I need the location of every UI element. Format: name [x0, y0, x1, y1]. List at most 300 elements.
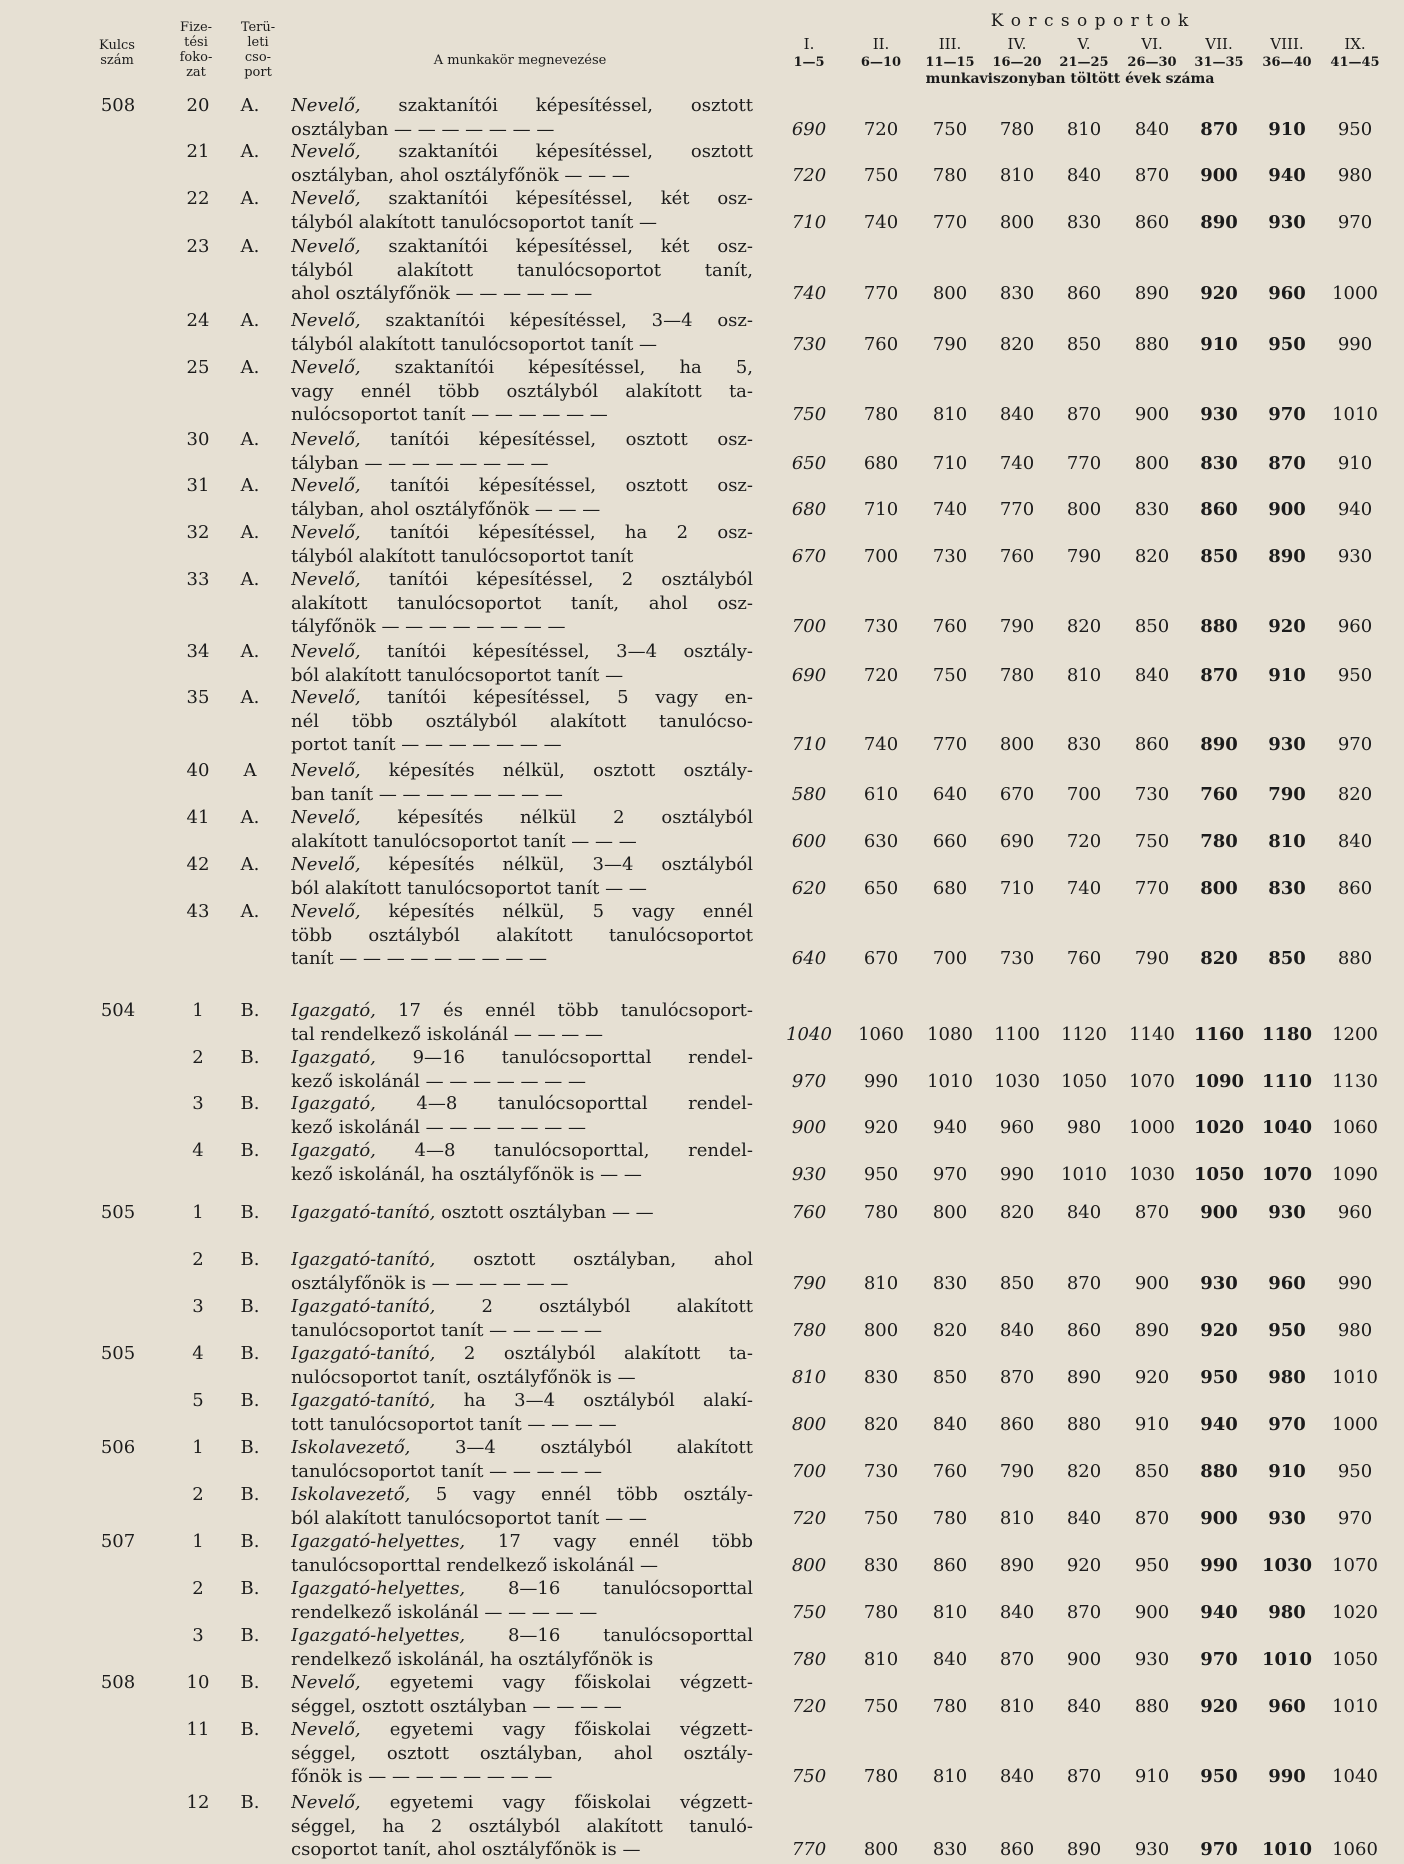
salary-value: 870: [1066, 404, 1102, 425]
fizetesi-fokozat: 30: [186, 429, 210, 450]
description-text: szaktanítói képesítéssel, két osz-: [388, 236, 753, 257]
salary-value: 780: [932, 1695, 968, 1717]
description-text: több osztályból alakított tanulócsoportot: [291, 924, 753, 946]
table-row: [0, 1342, 1404, 1389]
description-line: [291, 1023, 753, 1047]
salary-value: 1000: [1332, 1413, 1378, 1435]
salary-value: 700: [791, 616, 827, 637]
salary-value: 960: [999, 1116, 1035, 1138]
teruleti-csoport: A: [243, 760, 257, 781]
description-text: rendelkező iskolánál, ha osztályfőnök is: [291, 1648, 654, 1670]
group-numeral: I.: [803, 35, 815, 53]
teruleti-csoport: A.: [240, 429, 260, 450]
description-line: [291, 498, 753, 522]
description-line: [291, 474, 753, 498]
salary-value: 790: [1066, 545, 1102, 567]
salary-value: 670: [863, 948, 899, 969]
salary-value: 780: [863, 1202, 899, 1223]
salary-value: 860: [1337, 877, 1373, 899]
salary-value: 770: [1066, 452, 1102, 474]
description-text: tályból alakított tanulócsoportot tanít —: [291, 333, 658, 355]
fizetesi-fokozat: 33: [186, 569, 210, 590]
description-line: [291, 1838, 753, 1862]
munkakor-megnevezes: [291, 686, 753, 757]
salary-value: 1020: [1332, 1601, 1378, 1623]
salary-value: 870: [1268, 452, 1306, 474]
salary-value: 920: [1066, 1554, 1102, 1576]
teruleti-csoport: B.: [240, 1093, 260, 1114]
salary-value: 1030: [994, 1070, 1040, 1092]
fizetesi-fokozat: 12: [186, 1792, 210, 1813]
fizetesi-fokozat: 42: [186, 854, 210, 875]
munkakor-megnevezes: [291, 187, 753, 234]
salary-value: 740: [863, 211, 899, 233]
salary-value: 1010: [927, 1070, 973, 1092]
description-text: ból alakított tanulócsoportot tanít — —: [291, 1507, 647, 1529]
salary-value: 810: [791, 1366, 827, 1388]
description-line: [291, 1671, 753, 1695]
col-header-kulcs-line2: szám: [100, 53, 134, 68]
description-line: [291, 403, 753, 427]
job-title: Igazgató-tanító,: [291, 1390, 436, 1411]
description-line: [291, 1765, 753, 1789]
salary-value: 880: [1337, 948, 1373, 969]
salary-value: 950: [1268, 333, 1306, 355]
description-line: [291, 356, 753, 380]
kulcs-szam: 507: [100, 1531, 136, 1552]
salary-value: 920: [1200, 283, 1238, 304]
salary-value: 860: [1066, 283, 1102, 304]
salary-value: 970: [1337, 211, 1373, 233]
salary-value: 780: [932, 1507, 968, 1529]
teruleti-csoport: B.: [240, 1390, 260, 1411]
teruleti-csoport: B.: [240, 1047, 260, 1068]
munkakor-megnevezes: [291, 474, 753, 521]
fizetesi-fokozat: 1: [192, 1531, 204, 1552]
munkakor-megnevezes: [291, 1624, 753, 1671]
col-header-fizetesi-line4: zat: [186, 65, 206, 80]
salary-value: 1080: [927, 1023, 973, 1045]
salary-value: 890: [1200, 211, 1238, 233]
salary-value: 1020: [1193, 1116, 1245, 1138]
munkakor-megnevezes: [291, 1389, 753, 1436]
salary-value: 850: [1268, 948, 1306, 969]
salary-value: 870: [1134, 1202, 1170, 1223]
table-row: [0, 900, 1404, 971]
salary-value: 1010: [1061, 1163, 1107, 1185]
description-text: ban tanít — — — — — — — —: [291, 783, 563, 805]
salary-value: 810: [999, 1507, 1035, 1529]
salary-value: 760: [1200, 783, 1238, 805]
munkakor-megnevezes: [291, 759, 753, 806]
salary-value: 710: [791, 734, 827, 755]
group-numeral: VII.: [1205, 35, 1233, 53]
salary-value: 830: [1268, 877, 1306, 899]
salary-value: 800: [999, 211, 1035, 233]
description-line: [291, 568, 753, 592]
teruleti-csoport: B.: [240, 1140, 260, 1161]
salary-value: 950: [1134, 1554, 1170, 1576]
table-row: [0, 1436, 1404, 1483]
description-text: főnök is — — — — — — — —: [291, 1766, 553, 1787]
munkakor-megnevezes: [291, 140, 753, 187]
description-text: szaktanítói képesítéssel, osztott: [398, 141, 753, 162]
salary-value: 890: [999, 1554, 1035, 1576]
salary-value: 890: [1134, 283, 1170, 304]
salary-value: 820: [863, 1413, 899, 1435]
description-line: [291, 1342, 753, 1366]
salary-value: 950: [1337, 118, 1373, 140]
salary-value: 830: [999, 283, 1035, 304]
salary-value: 920: [1200, 1319, 1238, 1341]
munkakor-megnevezes: [291, 1342, 753, 1389]
salary-value: 860: [932, 1554, 968, 1576]
job-title: Iskolavezető,: [291, 1437, 411, 1458]
salary-value: 710: [932, 452, 968, 474]
salary-value: 1070: [1261, 1163, 1313, 1185]
salary-value: 730: [999, 948, 1035, 969]
description-line: [291, 1507, 753, 1531]
col-header-teruleti-line2: leti: [247, 35, 269, 50]
salary-value: 770: [791, 1839, 827, 1860]
description-text: tanulócsoporttal rendelkező iskolánál —: [291, 1554, 658, 1576]
salary-value: 810: [999, 1695, 1035, 1717]
salary-value: 1050: [1193, 1163, 1245, 1185]
description-text: tályban — — — — — — — —: [291, 452, 549, 474]
salary-value: 840: [999, 1766, 1035, 1787]
salary-value: 750: [863, 1507, 899, 1529]
munkakor-megnevezes: [291, 640, 753, 687]
description-line: [291, 452, 753, 476]
salary-value: 830: [932, 1272, 968, 1294]
kulcs-szam: 504: [100, 1000, 136, 1021]
salary-value: 1160: [1193, 1023, 1245, 1045]
salary-value: 920: [1200, 1695, 1238, 1717]
job-title: Nevelő,: [291, 760, 361, 781]
salary-value: 990: [999, 1163, 1035, 1185]
salary-value: 1030: [1129, 1163, 1175, 1185]
description-text: tályból alakított tanulócsoportot tanít,: [291, 259, 753, 281]
description-line: [291, 806, 753, 830]
job-title: Nevelő,: [291, 522, 361, 543]
salary-value: 900: [791, 1116, 827, 1138]
description-line: [291, 999, 753, 1023]
kulcs-szam: 508: [100, 95, 136, 116]
salary-value: 780: [932, 164, 968, 186]
salary-value: 870: [1134, 164, 1170, 186]
description-text: 5 vagy ennél több osztály-: [435, 1484, 753, 1505]
salary-value: 700: [932, 948, 968, 969]
salary-value: 840: [1066, 1202, 1102, 1223]
description-line: [291, 1389, 753, 1413]
salary-value: 780: [999, 664, 1035, 686]
col-header-fizetesi: [166, 20, 226, 80]
salary-value: 1050: [1061, 1070, 1107, 1092]
teruleti-csoport: A.: [240, 807, 260, 828]
description-text: vagy ennél több osztályból alakított ta-: [291, 380, 753, 402]
description-text: 4—8 tanulócsoporttal rendel-: [416, 1093, 753, 1114]
salary-value: 780: [863, 404, 899, 425]
salary-value: 910: [1268, 664, 1306, 686]
salary-value: 850: [932, 1366, 968, 1388]
salary-value: 860: [1134, 734, 1170, 755]
description-text: 17 vagy ennél több: [497, 1531, 753, 1552]
fizetesi-fokozat: 2: [192, 1047, 204, 1068]
job-title: Nevelő,: [291, 1792, 361, 1813]
description-text: tanulócsoportot tanít — — — — —: [291, 1319, 603, 1341]
teruleti-csoport: A.: [240, 236, 260, 257]
salary-value: 900: [1200, 1507, 1238, 1529]
salary-value: 870: [1066, 1272, 1102, 1294]
teruleti-csoport: A.: [240, 475, 260, 496]
fizetesi-fokozat: 25: [186, 357, 210, 378]
description-line: [291, 1436, 753, 1460]
description-line: [291, 900, 753, 924]
description-line: [291, 380, 753, 404]
description-line: [291, 1248, 753, 1272]
group-range: 31—35: [1194, 55, 1244, 70]
description-text: 17 és ennél több tanulócsoport-: [398, 1000, 753, 1021]
description-line: [291, 733, 753, 757]
salary-value: 870: [1134, 1507, 1170, 1529]
salary-value: 800: [1200, 877, 1238, 899]
salary-value: 700: [791, 1460, 827, 1482]
salary-value: 920: [1268, 616, 1306, 637]
fizetesi-fokozat: 24: [186, 310, 210, 331]
salary-value: 810: [932, 1601, 968, 1623]
salary-value: 930: [1200, 404, 1238, 425]
salary-value: 600: [791, 830, 827, 852]
description-text: tanítói képesítéssel, 3—4 osztály-: [386, 641, 753, 662]
salary-value: 1120: [1061, 1023, 1107, 1045]
salary-value: 910: [1337, 452, 1373, 474]
salary-value: 970: [932, 1163, 968, 1185]
salary-value: 870: [999, 1648, 1035, 1670]
salary-value: 720: [1066, 830, 1102, 852]
fizetesi-fokozat: 35: [186, 687, 210, 708]
job-title: Igazgató,: [291, 1093, 376, 1114]
salary-value: 760: [863, 333, 899, 355]
table-row: [0, 1530, 1404, 1577]
description-line: [291, 853, 753, 877]
col-header-teruleti-line1: Terü-: [240, 20, 276, 35]
description-text: tanulócsoportot tanít — — — — —: [291, 1460, 603, 1482]
description-text: alakított tanulócsoportot tanít, ahol osz-: [291, 592, 753, 614]
salary-value: 830: [863, 1366, 899, 1388]
description-line: [291, 1046, 753, 1070]
job-title: Nevelő,: [291, 357, 361, 378]
teruleti-csoport: B.: [240, 1719, 260, 1740]
salary-value: 840: [1337, 830, 1373, 852]
teruleti-csoport: B.: [240, 1343, 260, 1364]
salary-value: 930: [1337, 545, 1373, 567]
salary-value: 850: [1134, 616, 1170, 637]
table-row: [0, 1791, 1404, 1862]
teruleti-csoport: B.: [240, 1672, 260, 1693]
salary-value: 970: [1337, 734, 1373, 755]
description-text: tanítói képesítéssel, 5 vagy en-: [387, 687, 753, 708]
salary-value: 840: [1134, 118, 1170, 140]
munkakor-megnevezes: [291, 999, 753, 1046]
fizetesi-fokozat: 23: [186, 236, 210, 257]
munkakor-megnevezes: [291, 94, 753, 141]
description-line: [291, 1295, 753, 1319]
munkakor-megnevezes: [291, 235, 753, 306]
job-title: Igazgató-helyettes,: [291, 1625, 466, 1646]
salary-value: 950: [1200, 1366, 1238, 1388]
description-line: [291, 830, 753, 854]
salary-value: 770: [1134, 877, 1170, 899]
description-line: [291, 1092, 753, 1116]
salary-value: 970: [1200, 1839, 1238, 1860]
table-row: [0, 1201, 1404, 1225]
description-text: képesítés nélkül, 5 vagy ennél: [388, 901, 753, 922]
munkakor-megnevezes: [291, 853, 753, 900]
salary-value: 890: [1066, 1366, 1102, 1388]
salary-value: 680: [863, 452, 899, 474]
description-line: [291, 545, 753, 569]
teruleti-csoport: B.: [240, 1484, 260, 1505]
salary-value: 680: [791, 498, 827, 520]
salary-value: 990: [1337, 1272, 1373, 1294]
salary-value: 930: [1268, 211, 1306, 233]
salary-value: 840: [999, 404, 1035, 425]
fizetesi-fokozat: 1: [192, 1202, 204, 1223]
salary-value: 830: [1200, 452, 1238, 474]
description-line: [291, 924, 753, 948]
job-title: Igazgató,: [291, 1047, 376, 1068]
salary-value: 880: [1200, 616, 1238, 637]
description-text: rendelkező iskolánál — — — — —: [291, 1601, 598, 1623]
teruleti-csoport: A.: [240, 141, 260, 162]
salary-value: 1090: [1193, 1070, 1245, 1092]
table-row: [0, 1295, 1404, 1342]
salary-value: 940: [932, 1116, 968, 1138]
salary-value: 840: [1066, 164, 1102, 186]
salary-value: 970: [1337, 1507, 1373, 1529]
description-line: [291, 1116, 753, 1140]
salary-value: 850: [1134, 1460, 1170, 1482]
salary-value: 880: [1134, 1695, 1170, 1717]
col-header-munkakor: A munkakör megnevezése: [433, 53, 607, 68]
description-text: kező iskolánál, ha osztályfőnök is — —: [291, 1163, 642, 1185]
group-numeral: VI.: [1141, 35, 1163, 53]
salary-value: 840: [999, 1319, 1035, 1341]
salary-value: 890: [1066, 1839, 1102, 1860]
teruleti-csoport: A.: [240, 569, 260, 590]
table-row: [0, 187, 1404, 234]
munkakor-megnevezes: [291, 1577, 753, 1624]
job-title: Nevelő,: [291, 1719, 361, 1740]
munkakor-megnevezes: [291, 568, 753, 639]
description-line: [291, 1163, 753, 1187]
description-line: [291, 947, 753, 971]
salary-value: 1130: [1332, 1070, 1378, 1092]
salary-value: 850: [1200, 545, 1238, 567]
job-title: Nevelő,: [291, 95, 361, 116]
salary-value: 720: [863, 118, 899, 140]
description-line: [291, 1483, 753, 1507]
salary-value: 720: [791, 1695, 827, 1717]
job-title: Iskolavezető,: [291, 1484, 411, 1505]
salary-value: 970: [1268, 404, 1306, 425]
salary-value: 910: [1268, 118, 1306, 140]
group-numeral: V.: [1077, 35, 1091, 53]
teruleti-csoport: B.: [240, 1437, 260, 1458]
salary-value: 1060: [1332, 1839, 1378, 1860]
description-line: [291, 1201, 753, 1225]
salary-value: 900: [1200, 164, 1238, 186]
fizetesi-fokozat: 21: [186, 141, 210, 162]
teruleti-csoport: A.: [240, 95, 260, 116]
group-numeral: IV.: [1007, 35, 1027, 53]
salary-value: 880: [1066, 1413, 1102, 1435]
description-text: szaktanítói képesítéssel, 3—4 osz-: [385, 310, 753, 331]
salary-value: 860: [1200, 498, 1238, 520]
salary-value: 750: [791, 404, 827, 425]
salary-value: 910: [1200, 333, 1238, 355]
salary-value: 670: [999, 783, 1035, 805]
teruleti-csoport: A.: [240, 901, 260, 922]
fizetesi-fokozat: 4: [192, 1343, 204, 1364]
job-title: Igazgató,: [291, 1140, 376, 1161]
salary-value: 870: [1066, 1766, 1102, 1787]
group-range: 6—10: [860, 55, 902, 70]
salary-value: 800: [1066, 498, 1102, 520]
job-title: Nevelő,: [291, 687, 361, 708]
description-text: egyetemi vagy főiskolai végzett-: [389, 1719, 753, 1740]
job-title: Igazgató-tanító,: [291, 1202, 436, 1223]
description-text: tal rendelkező iskolánál — — — —: [291, 1023, 604, 1045]
salary-value: 760: [999, 545, 1035, 567]
salary-value: 780: [1200, 830, 1238, 852]
description-line: [291, 1413, 753, 1437]
teruleti-csoport: A.: [240, 641, 260, 662]
salary-value: 810: [932, 1766, 968, 1787]
description-text: tanít — — — — — — — — —: [291, 948, 548, 969]
description-text: osztályfőnök is — — — — — —: [291, 1272, 569, 1294]
description-line: [291, 282, 753, 306]
fizetesi-fokozat: 1: [192, 1437, 204, 1458]
job-title: Igazgató-helyettes,: [291, 1578, 466, 1599]
description-line: [291, 1366, 753, 1390]
description-text: tott tanulócsoportot tanít — — — —: [291, 1413, 617, 1435]
salary-value: 750: [932, 118, 968, 140]
description-line: [291, 140, 753, 164]
fizetesi-fokozat: 10: [186, 1672, 210, 1693]
fizetesi-fokozat: 34: [186, 641, 210, 662]
salary-value: 840: [932, 1413, 968, 1435]
salary-value: 1060: [1332, 1116, 1378, 1138]
salary-value: 760: [932, 1460, 968, 1482]
description-text: 2 osztályból alakított: [481, 1296, 753, 1317]
col-header-fizetesi-line3: foko-: [179, 50, 213, 65]
teruleti-csoport: A.: [240, 188, 260, 209]
salary-value: 990: [1268, 1766, 1306, 1787]
munkakor-megnevezes: [291, 1530, 753, 1577]
salary-value: 770: [863, 283, 899, 304]
fizetesi-fokozat: 1: [192, 1000, 204, 1021]
group-range: 21—25: [1059, 55, 1109, 70]
fizetesi-fokozat: 3: [192, 1093, 204, 1114]
table-row: [0, 94, 1404, 141]
salary-value: 830: [1066, 734, 1102, 755]
salary-value: 980: [1268, 1366, 1306, 1388]
salary-value: 680: [932, 877, 968, 899]
table-row: [0, 474, 1404, 521]
salary-value: 650: [863, 877, 899, 899]
table-row: [0, 999, 1404, 1046]
